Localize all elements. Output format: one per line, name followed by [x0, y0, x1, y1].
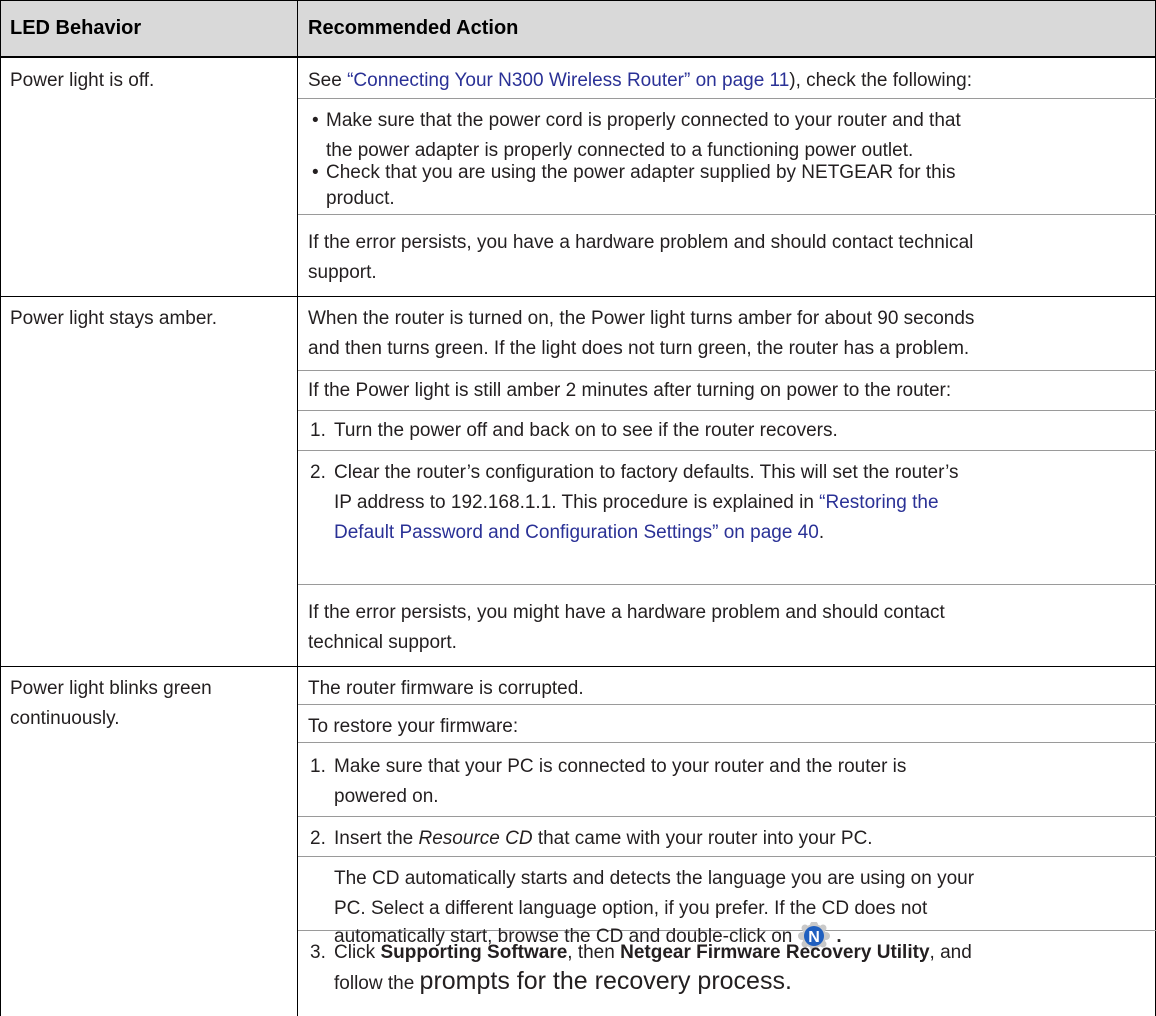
divider	[298, 584, 1156, 585]
divider	[298, 410, 1156, 411]
header-recommended-action: Recommended Action	[308, 17, 519, 39]
link-restoring-defaults[interactable]: “Restoring the	[819, 492, 939, 513]
link-connecting-router[interactable]: “Connecting Your N300 Wireless Router” on page 11	[347, 70, 790, 91]
step-text: Turn the power off and back on to see if the router recovers.	[334, 420, 838, 441]
rule	[297, 0, 298, 1016]
paragraph: When the router is turned on, the Power light turns amber for about 90 seconds	[308, 308, 975, 329]
error-text: If the error persists, you might have a hardware problem and should contact	[308, 602, 945, 623]
svg-text:N: N	[808, 929, 821, 946]
bullet-text: product.	[326, 188, 395, 209]
paragraph: and then turns green. If the light does not turn green, the router has a problem.	[308, 338, 970, 359]
divider	[298, 856, 1156, 857]
bullet: •	[312, 110, 319, 131]
paragraph: To restore your firmware:	[308, 716, 519, 737]
rule	[0, 0, 1, 1016]
step-text: follow the prompts for the recovery process.	[334, 967, 792, 995]
header-led-behavior: LED Behavior	[10, 17, 142, 39]
step-text: Make sure that your PC is connected to your router and the router is	[334, 756, 907, 777]
rule	[0, 296, 1156, 297]
bullet-text: Check that you are using the power adapter supplied by NETGEAR for this	[326, 162, 956, 183]
step-text: Default Password and Configuration Settings” on page 40.	[334, 522, 825, 543]
paragraph: If the Power light is still amber 2 minutes after turning on power to the router:	[308, 380, 952, 401]
rule	[0, 56, 1156, 58]
step-text: Click Supporting Software, then Netgear Firmware Recovery Utility, and	[334, 942, 972, 963]
table-header	[0, 0, 1156, 56]
behavior-text: Power light blinks green	[10, 678, 212, 699]
rule	[0, 666, 1156, 667]
rule	[0, 0, 1156, 1]
divider	[298, 742, 1156, 743]
divider	[298, 450, 1156, 451]
row1-intro: See “Connecting Your N300 Wireless Router” on page 11), check the following:	[308, 70, 972, 91]
behavior-text: continuously.	[10, 708, 120, 729]
error-text: support.	[308, 262, 377, 283]
divider	[298, 704, 1156, 705]
behavior-text: Power light stays amber.	[10, 308, 217, 329]
cd-text: automatically start, browse the CD and double-click on N .	[334, 922, 842, 952]
link-restoring-defaults-cont[interactable]: Default Password and Configuration Settings” on page 40	[334, 522, 819, 543]
bullet-text: the power adapter is properly connected to a functioning power outlet.	[326, 140, 914, 161]
step-number: 1.	[310, 420, 326, 441]
error-text: If the error persists, you have a hardware problem and should contact technical	[308, 232, 974, 253]
bullet-text: Make sure that the power cord is properly connected to your router and that	[326, 110, 961, 131]
divider	[298, 214, 1156, 215]
resource-cd-emphasis: Resource CD	[418, 828, 533, 849]
step-number: 1.	[310, 756, 326, 777]
step-number: 3.	[310, 942, 326, 963]
bullet: •	[312, 162, 319, 183]
divider	[298, 816, 1156, 817]
step-text: powered on.	[334, 786, 439, 807]
step-number: 2.	[310, 462, 326, 483]
behavior-text: Power light is off.	[10, 70, 155, 91]
divider	[298, 370, 1156, 371]
cd-text: The CD automatically starts and detects the language you are using on your	[334, 868, 975, 889]
step-text: Insert the Resource CD that came with your router into your PC.	[334, 828, 873, 849]
error-text: technical support.	[308, 632, 457, 653]
cd-text: PC. Select a different language option, if you prefer. If the CD does not	[334, 898, 928, 919]
paragraph: The router firmware is corrupted.	[308, 678, 584, 699]
step-text: IP address to 192.168.1.1. This procedure is explained in “Restoring the	[334, 492, 939, 513]
step-text: Clear the router’s configuration to factory defaults. This will set the router’s	[334, 462, 959, 483]
divider	[298, 98, 1156, 99]
step-number: 2.	[310, 828, 326, 849]
